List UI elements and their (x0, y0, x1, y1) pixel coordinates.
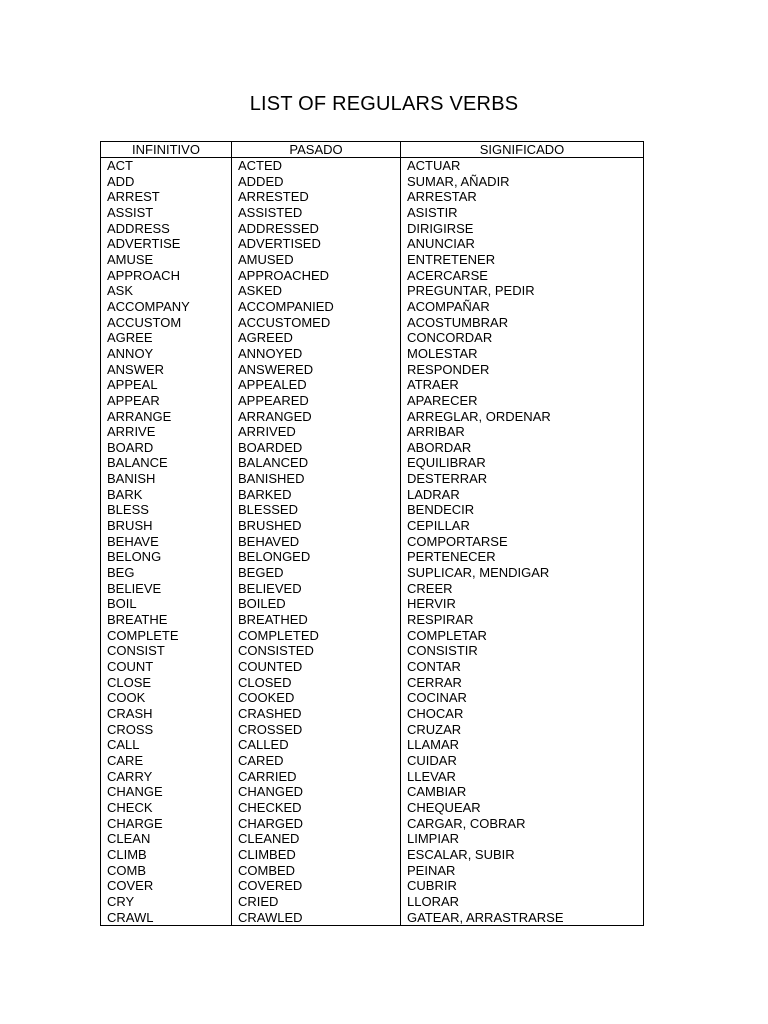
table-row (101, 690, 644, 706)
table-row (101, 424, 644, 440)
verb-table (100, 141, 644, 926)
past-cell: CLEANED (232, 831, 401, 847)
infinitive-cell: BANISH (101, 471, 232, 487)
infinitive-cell: BOARD (101, 440, 232, 456)
table-row (101, 643, 644, 659)
table-row (101, 675, 644, 691)
table-row (101, 205, 644, 221)
past-cell: ASKED (232, 283, 401, 299)
meaning-cell: COCINAR (401, 690, 644, 706)
table-row (101, 268, 644, 284)
meaning-cell: RESPIRAR (401, 612, 644, 628)
meaning-cell: ANUNCIAR (401, 236, 644, 252)
past-cell: CLIMBED (232, 847, 401, 863)
infinitive-cell: CLOSE (101, 675, 232, 691)
infinitive-cell: CALL (101, 737, 232, 753)
meaning-cell: CHEQUEAR (401, 800, 644, 816)
table-row (101, 487, 644, 503)
table-row (101, 753, 644, 769)
table-row (101, 189, 644, 205)
infinitive-cell: BEHAVE (101, 534, 232, 550)
meaning-cell: DIRIGIRSE (401, 221, 644, 237)
infinitive-cell: ACCOMPANY (101, 299, 232, 315)
meaning-cell: ABORDAR (401, 440, 644, 456)
past-cell: CLOSED (232, 675, 401, 691)
table-row (101, 221, 644, 237)
past-cell: CARRIED (232, 769, 401, 785)
infinitive-cell: BEG (101, 565, 232, 581)
table-row (101, 174, 644, 190)
table-row (101, 894, 644, 910)
meaning-cell: COMPLETAR (401, 628, 644, 644)
meaning-cell: RESPONDER (401, 362, 644, 378)
infinitive-cell: ADD (101, 174, 232, 190)
meaning-cell: MOLESTAR (401, 346, 644, 362)
meaning-cell: CONCORDAR (401, 330, 644, 346)
table-row (101, 455, 644, 471)
meaning-cell: COMPORTARSE (401, 534, 644, 550)
infinitive-cell: CRASH (101, 706, 232, 722)
table-row (101, 878, 644, 894)
past-cell: ANSWERED (232, 362, 401, 378)
meaning-cell: LLORAR (401, 894, 644, 910)
table-row (101, 612, 644, 628)
infinitive-cell: CRAWL (101, 910, 232, 926)
past-cell: COVERED (232, 878, 401, 894)
table-row (101, 377, 644, 393)
past-cell: BELONGED (232, 549, 401, 565)
infinitive-cell: CHARGE (101, 816, 232, 832)
past-cell: BANISHED (232, 471, 401, 487)
infinitive-cell: ASSIST (101, 205, 232, 221)
table-row (101, 330, 644, 346)
infinitive-cell: CRY (101, 894, 232, 910)
table-row (101, 847, 644, 863)
meaning-cell: ARRIBAR (401, 424, 644, 440)
infinitive-cell: BLESS (101, 502, 232, 518)
infinitive-cell: COMPLETE (101, 628, 232, 644)
table-row (101, 737, 644, 753)
table-row (101, 315, 644, 331)
infinitive-cell: ARRANGE (101, 409, 232, 425)
table-row (101, 581, 644, 597)
infinitive-cell: CHECK (101, 800, 232, 816)
past-cell: APPEALED (232, 377, 401, 393)
meaning-cell: CEPILLAR (401, 518, 644, 534)
past-cell: CONSISTED (232, 643, 401, 659)
infinitive-cell: BREATHE (101, 612, 232, 628)
infinitive-cell: ADVERTISE (101, 236, 232, 252)
table-row (101, 565, 644, 581)
infinitive-cell: CLEAN (101, 831, 232, 847)
past-cell: CHANGED (232, 784, 401, 800)
column-header-significado: SIGNIFICADO (401, 142, 644, 158)
infinitive-cell: APPEAR (101, 393, 232, 409)
table-row (101, 518, 644, 534)
past-cell: CARED (232, 753, 401, 769)
table-row (101, 784, 644, 800)
past-cell: BARKED (232, 487, 401, 503)
past-cell: ARRANGED (232, 409, 401, 425)
meaning-cell: LADRAR (401, 487, 644, 503)
table-row (101, 409, 644, 425)
infinitive-cell: ADDRESS (101, 221, 232, 237)
meaning-cell: GATEAR, ARRASTRARSE (401, 910, 644, 926)
meaning-cell: ACOMPAÑAR (401, 299, 644, 315)
past-cell: ARRESTED (232, 189, 401, 205)
infinitive-cell: COOK (101, 690, 232, 706)
infinitive-cell: APPROACH (101, 268, 232, 284)
table-row (101, 706, 644, 722)
past-cell: BEGED (232, 565, 401, 581)
table-row (101, 362, 644, 378)
meaning-cell: BENDECIR (401, 502, 644, 518)
past-cell: APPEARED (232, 393, 401, 409)
meaning-cell: PEINAR (401, 863, 644, 879)
meaning-cell: ACERCARSE (401, 268, 644, 284)
infinitive-cell: CARE (101, 753, 232, 769)
past-cell: BEHAVED (232, 534, 401, 550)
table-row (101, 502, 644, 518)
past-cell: CHARGED (232, 816, 401, 832)
table-row (101, 816, 644, 832)
table-row (101, 596, 644, 612)
past-cell: CRASHED (232, 706, 401, 722)
table-row (101, 831, 644, 847)
column-header-pasado: PASADO (232, 142, 401, 158)
page-title: LIST OF REGULARS VERBS (249, 93, 519, 115)
infinitive-cell: BELONG (101, 549, 232, 565)
past-cell: BOARDED (232, 440, 401, 456)
past-cell: COOKED (232, 690, 401, 706)
past-cell: BLESSED (232, 502, 401, 518)
infinitive-cell: CROSS (101, 722, 232, 738)
table-header (101, 142, 644, 158)
past-cell: BREATHED (232, 612, 401, 628)
meaning-cell: LIMPIAR (401, 831, 644, 847)
meaning-cell: CREER (401, 581, 644, 597)
past-cell: BALANCED (232, 455, 401, 471)
meaning-cell: CAMBIAR (401, 784, 644, 800)
past-cell: AGREED (232, 330, 401, 346)
past-cell: APPROACHED (232, 268, 401, 284)
meaning-cell: CRUZAR (401, 722, 644, 738)
infinitive-cell: ACCUSTOM (101, 315, 232, 331)
infinitive-cell: BOIL (101, 596, 232, 612)
infinitive-cell: BALANCE (101, 455, 232, 471)
meaning-cell: ARREGLAR, ORDENAR (401, 409, 644, 425)
past-cell: ACTED (232, 158, 401, 174)
infinitive-cell: ARREST (101, 189, 232, 205)
past-cell: COMPLETED (232, 628, 401, 644)
infinitive-cell: BRUSH (101, 518, 232, 534)
meaning-cell: LLEVAR (401, 769, 644, 785)
infinitive-cell: ANNOY (101, 346, 232, 362)
meaning-cell: CARGAR, COBRAR (401, 816, 644, 832)
past-cell: ARRIVED (232, 424, 401, 440)
meaning-cell: DESTERRAR (401, 471, 644, 487)
infinitive-cell: CHANGE (101, 784, 232, 800)
infinitive-cell: BARK (101, 487, 232, 503)
past-cell: CROSSED (232, 722, 401, 738)
table-row (101, 236, 644, 252)
infinitive-cell: ACT (101, 158, 232, 174)
meaning-cell: ARRESTAR (401, 189, 644, 205)
table-row (101, 440, 644, 456)
meaning-cell: CONSISTIR (401, 643, 644, 659)
meaning-cell: PREGUNTAR, PEDIR (401, 283, 644, 299)
infinitive-cell: ASK (101, 283, 232, 299)
table-row (101, 769, 644, 785)
infinitive-cell: COVER (101, 878, 232, 894)
past-cell: CRIED (232, 894, 401, 910)
past-cell: CRAWLED (232, 910, 401, 926)
meaning-cell: ATRAER (401, 377, 644, 393)
past-cell: ADDED (232, 174, 401, 190)
past-cell: BOILED (232, 596, 401, 612)
meaning-cell: APARECER (401, 393, 644, 409)
table-row (101, 158, 644, 174)
table-row (101, 299, 644, 315)
infinitive-cell: CLIMB (101, 847, 232, 863)
table-row (101, 722, 644, 738)
meaning-cell: LLAMAR (401, 737, 644, 753)
meaning-cell: CUBRIR (401, 878, 644, 894)
table-row (101, 252, 644, 268)
infinitive-cell: ANSWER (101, 362, 232, 378)
table-row (101, 471, 644, 487)
meaning-cell: CERRAR (401, 675, 644, 691)
table-row (101, 863, 644, 879)
infinitive-cell: AMUSE (101, 252, 232, 268)
table-row (101, 800, 644, 816)
table-row (101, 549, 644, 565)
infinitive-cell: CONSIST (101, 643, 232, 659)
meaning-cell: HERVIR (401, 596, 644, 612)
past-cell: COUNTED (232, 659, 401, 675)
past-cell: COMBED (232, 863, 401, 879)
past-cell: ADVERTISED (232, 236, 401, 252)
column-header-infinitivo: INFINITIVO (101, 142, 232, 158)
meaning-cell: ACTUAR (401, 158, 644, 174)
meaning-cell: CUIDAR (401, 753, 644, 769)
infinitive-cell: COUNT (101, 659, 232, 675)
meaning-cell: ENTRETENER (401, 252, 644, 268)
meaning-cell: CHOCAR (401, 706, 644, 722)
past-cell: ACCUSTOMED (232, 315, 401, 331)
table-row (101, 283, 644, 299)
meaning-cell: CONTAR (401, 659, 644, 675)
past-cell: AMUSED (232, 252, 401, 268)
header-row (101, 142, 644, 158)
meaning-cell: SUMAR, AÑADIR (401, 174, 644, 190)
meaning-cell: EQUILIBRAR (401, 455, 644, 471)
past-cell: CALLED (232, 737, 401, 753)
table-body (101, 158, 644, 926)
table-row (101, 393, 644, 409)
past-cell: CHECKED (232, 800, 401, 816)
table-row (101, 534, 644, 550)
infinitive-cell: AGREE (101, 330, 232, 346)
past-cell: ANNOYED (232, 346, 401, 362)
table-row (101, 910, 644, 926)
past-cell: ADDRESSED (232, 221, 401, 237)
past-cell: ASSISTED (232, 205, 401, 221)
meaning-cell: ASISTIR (401, 205, 644, 221)
past-cell: BRUSHED (232, 518, 401, 534)
meaning-cell: SUPLICAR, MENDIGAR (401, 565, 644, 581)
table-row (101, 628, 644, 644)
infinitive-cell: COMB (101, 863, 232, 879)
infinitive-cell: ARRIVE (101, 424, 232, 440)
infinitive-cell: BELIEVE (101, 581, 232, 597)
table-row (101, 659, 644, 675)
meaning-cell: PERTENECER (401, 549, 644, 565)
infinitive-cell: CARRY (101, 769, 232, 785)
meaning-cell: ACOSTUMBRAR (401, 315, 644, 331)
meaning-cell: ESCALAR, SUBIR (401, 847, 644, 863)
past-cell: BELIEVED (232, 581, 401, 597)
past-cell: ACCOMPANIED (232, 299, 401, 315)
infinitive-cell: APPEAL (101, 377, 232, 393)
table-row (101, 346, 644, 362)
